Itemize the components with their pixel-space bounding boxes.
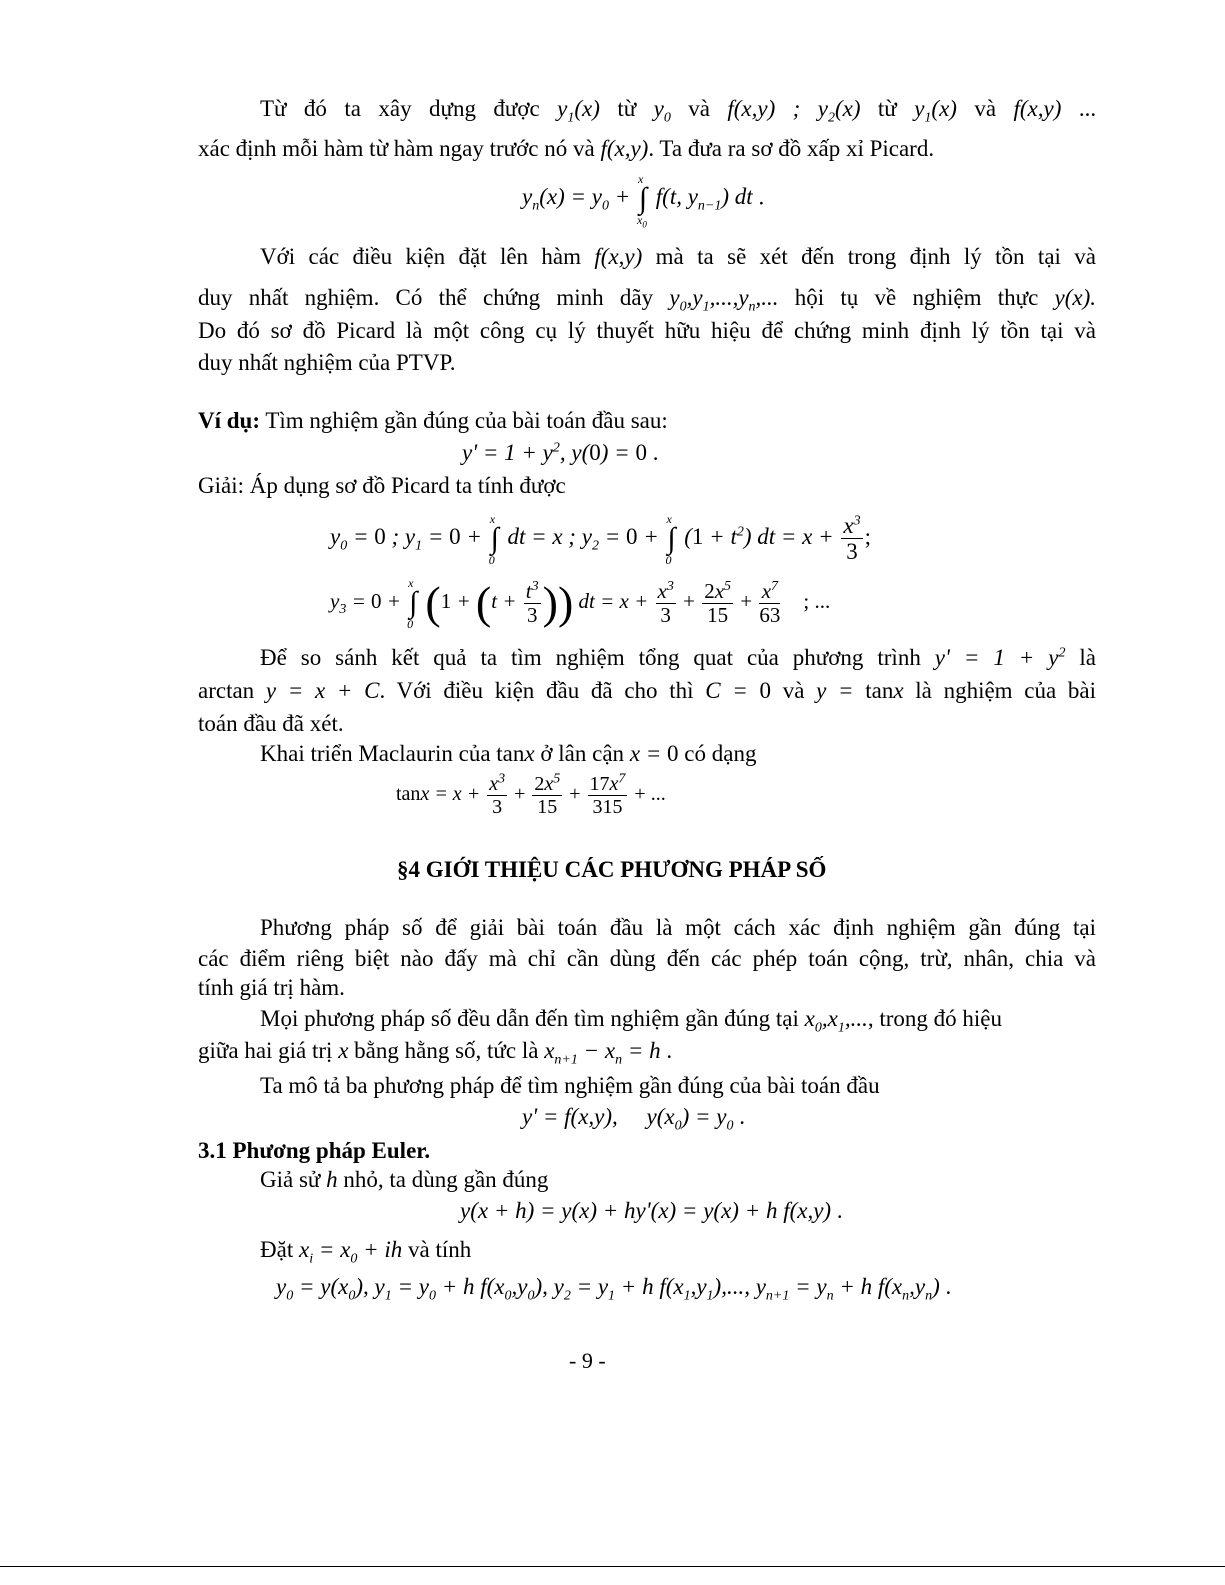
paragraph-line: duy nhất nghiệm. Có thể chứng minh dãy $y_0,y_1,...,y_n$,... hội tụ về nghiệm thực y(x). — [198, 285, 1097, 315]
paragraph-line: xác định mỗi hàm từ hàm ngay trước nó và f(x,y). Ta đưa ra sơ đồ xấp xỉ Picard. — [198, 136, 935, 161]
math-inline: $y_0,y_1,...,y_n$,... — [669, 285, 779, 315]
equation-ivp: $y' = 1 + y^2$, y(0) = 0 . — [462, 440, 659, 465]
math-inline: f(x,y) ; $y_2(x)$ — [727, 96, 861, 126]
math-inline: f(x,y) — [594, 244, 643, 269]
paragraph-line: arctan y = x + C. Với điều kiện đầu đã cho thì C = 0 và y = tanx là nghiệm của bài — [198, 678, 1096, 703]
paragraph-line: Từ đó ta xây dựng được $y_1(x)$ từ $y_0$ và f(x,y) ; $y_2(x)$ từ $y_1(x)$ và f(x,y) ... — [260, 96, 1097, 126]
math-inline: y(x). — [1054, 285, 1097, 310]
equation-iterates-2: $y_3 = 0$ + x ∫ 0 (1 + (t + $\frac{t^3}{3}$ )) dt = x + $\frac{x^3}{3}$ + $\frac{2x^5}{15}$ + $\frac{x^7}{63}$ ; ... — [330, 576, 831, 631]
math-inline: tanx — [496, 741, 535, 766]
paragraph-line: toán đầu đã xét. — [198, 711, 344, 736]
equation-euler-approx: y(x + h) = y(x) + hy'(x) = y(x) + h f(x,y) . — [460, 1198, 843, 1223]
paragraph-line: tính giá trị hàm. — [198, 975, 345, 1000]
math-inline: f(x,y) — [1013, 96, 1062, 121]
math-inline: $x_i = x_0$ + ih — [298, 1237, 403, 1267]
page-bottom-rule — [0, 1566, 1225, 1567]
paragraph-line: Do đó sơ đồ Picard là một công cụ lý thuyết hữu hiệu để chứng minh định lý tồn tại và — [198, 318, 1096, 343]
math-inline: $y_1(x)$ — [914, 96, 957, 126]
equation-euler-scheme: $y_0 = y(x_0)$, $y_1 = y_0 + h$ $f(x_0,y_0)$, $y_2 = y_1 + h$ $f(x_1,y_1)$,..., $y_{n+1} = y_n + h$ $f(x_n,y_n)$ . — [276, 1274, 952, 1304]
math-inline: y = tanx — [816, 678, 904, 703]
math-inline: C = 0 — [705, 678, 771, 703]
paragraph-line: Giải: Áp dụng sơ đồ Picard ta tính được — [198, 473, 566, 498]
equation-picard: $y_n(x) = y_0$ + x ∫ $x_0$ f(t, $y_{n-1}$) dt . — [522, 172, 765, 230]
paragraph-line: Với các điều kiện đặt lên hàm f(x,y) mà ta sẽ xét đến trong định lý tồn tại và — [260, 244, 1096, 269]
paragraph-line: giữa hai giá trị x bằng hằng số, tức là $x_{n+1} - x_n = h$ . — [198, 1038, 673, 1068]
math-inline: $x_{n+1} - x_n = h$ — [544, 1038, 661, 1068]
page-number: - 9 - — [569, 1348, 606, 1373]
paragraph-line: Ta mô tả ba phương pháp để tìm nghiệm gần đúng của bài toán đầu — [260, 1073, 880, 1098]
paragraph-line: Để so sánh kết quả ta tìm nghiệm tổng quat của phương trình $y' = 1 + y^2$ là — [260, 645, 1097, 670]
math-inline: x = 0 — [629, 741, 679, 766]
math-inline: x — [338, 1038, 349, 1063]
math-inline: h — [326, 1167, 338, 1192]
paragraph-line: Đặt $x_i = x_0$ + ih và tính — [260, 1237, 472, 1267]
paragraph-line: Mọi phương pháp số đều dẫn đến tìm nghiệm gần đúng tại $x_0,x_1$,..., trong đó hiệu — [260, 1006, 1002, 1036]
math-inline: $y_1(x)$ — [557, 96, 600, 126]
math-inline: arctan y = x + C — [198, 678, 380, 703]
paragraph-line: các điểm riêng biệt nào đấy mà chỉ cần dùng đến các phép toán cộng, trừ, nhân, chia và — [198, 946, 1096, 971]
paragraph-line: Phương pháp số để giải bài toán đầu là một cách xác định nghiệm gần đúng tại — [260, 915, 1096, 940]
equation-tan-series: tanx = x + $\frac{x^3}{3}$ + $\frac{2x^5}{15}$ + $\frac{17x^7}{315}$ + ... — [396, 771, 666, 818]
paragraph-line: duy nhất nghiệm của PTVP. — [198, 350, 456, 375]
math-inline: $y' = 1 + y^2$ — [934, 645, 1066, 670]
section-heading: §4 GIỚI THIỆU CÁC PHƯƠNG PHÁP SỐ — [397, 857, 827, 882]
paragraph-line: Giả sử h nhỏ, ta dùng gần đúng — [260, 1167, 549, 1192]
math-inline: $x_0,x_1$,... — [804, 1006, 868, 1036]
example-heading: Ví dụ: Tìm nghiệm gần đúng của bài toán đầu sau: — [198, 408, 668, 433]
equation-ivp-general: y' = f(x,y), $y(x_0) = y_0$ . — [522, 1104, 745, 1134]
equation-iterates-1: $y_0 = 0$ ; $y_1 = 0$ + x ∫ 0 dt = x ; $y_2 = 0$ + x ∫ 0 $(1 + t^2)$ dt = x + $\frac{x^3}{3}$ ; — [330, 511, 872, 567]
math-inline: $y_0$ — [653, 96, 671, 126]
math-inline: f(x,y) — [600, 136, 649, 161]
paragraph-line: Khai triển Maclaurin của tanx ở lân cận x = 0 có dạng — [260, 741, 757, 766]
subsection-heading: 3.1 Phương pháp Euler. — [198, 1138, 431, 1163]
